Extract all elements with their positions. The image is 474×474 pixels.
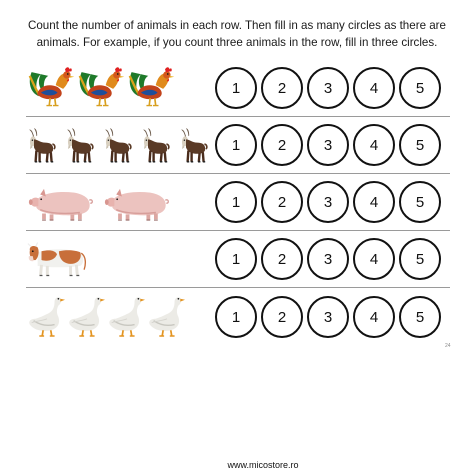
rooster-icon — [26, 65, 78, 109]
count-circle[interactable]: 5 — [399, 238, 441, 280]
animal-group — [26, 116, 211, 172]
animal-group — [26, 59, 211, 115]
count-circle[interactable]: 3 — [307, 67, 349, 109]
count-circle[interactable]: 1 — [215, 181, 257, 223]
circle-group — [215, 173, 450, 229]
count-circle[interactable]: 2 — [261, 124, 303, 166]
goat-icon — [178, 122, 210, 168]
count-circle[interactable]: 5 — [399, 67, 441, 109]
circle-group — [215, 288, 450, 344]
goat-icon — [102, 122, 134, 168]
count-circle[interactable]: 4 — [353, 238, 395, 280]
count-circle[interactable]: 5 — [399, 124, 441, 166]
goose-icon — [146, 292, 186, 338]
count-circle[interactable]: 4 — [353, 67, 395, 109]
animal-group — [26, 173, 211, 229]
circle-group — [215, 230, 450, 286]
goose-icon — [66, 292, 106, 338]
instructions-line-1: Count the number of animals in each row. Then fill in as many circles as there are — [27, 19, 446, 32]
count-circle[interactable]: 3 — [307, 181, 349, 223]
website-link[interactable]: www.micostore.ro — [227, 460, 299, 470]
row-roosters — [26, 59, 450, 117]
rooster-icon — [76, 65, 128, 109]
animal-group — [26, 288, 211, 344]
instructions — [20, 17, 454, 51]
rooster-icon — [126, 65, 178, 109]
pig-icon — [102, 187, 172, 221]
count-circle[interactable]: 5 — [399, 296, 441, 338]
count-circle[interactable]: 5 — [399, 181, 441, 223]
count-circle[interactable]: 3 — [307, 238, 349, 280]
count-circle[interactable]: 4 — [353, 181, 395, 223]
count-circle[interactable]: 1 — [215, 67, 257, 109]
row-cows — [26, 230, 450, 288]
instructions-line-2: animals. For example, if you count three animals in the row, fill in three circles. — [36, 36, 438, 49]
count-circle[interactable]: 3 — [307, 296, 349, 338]
count-circle[interactable]: 4 — [353, 296, 395, 338]
count-circle[interactable]: 1 — [215, 124, 257, 166]
goat-icon — [64, 122, 96, 168]
row-goats — [26, 116, 450, 174]
animal-group — [26, 230, 211, 286]
circle-group — [215, 116, 450, 172]
count-circle[interactable]: 1 — [215, 238, 257, 280]
goose-icon — [26, 292, 66, 338]
count-circle[interactable]: 2 — [261, 296, 303, 338]
goose-icon — [106, 292, 146, 338]
goat-icon — [26, 122, 58, 168]
count-circle[interactable]: 2 — [261, 238, 303, 280]
goat-icon — [140, 122, 172, 168]
circle-group — [215, 59, 450, 115]
count-circle[interactable]: 2 — [261, 181, 303, 223]
count-circle[interactable]: 1 — [215, 296, 257, 338]
count-circle[interactable]: 3 — [307, 124, 349, 166]
footer — [0, 460, 474, 470]
count-circle[interactable]: 2 — [261, 67, 303, 109]
count-circle[interactable]: 4 — [353, 124, 395, 166]
row-geese — [26, 288, 450, 346]
cow-icon — [26, 242, 88, 278]
pig-icon — [26, 187, 96, 221]
row-pigs — [26, 173, 450, 231]
page-number: 24 — [445, 343, 451, 349]
